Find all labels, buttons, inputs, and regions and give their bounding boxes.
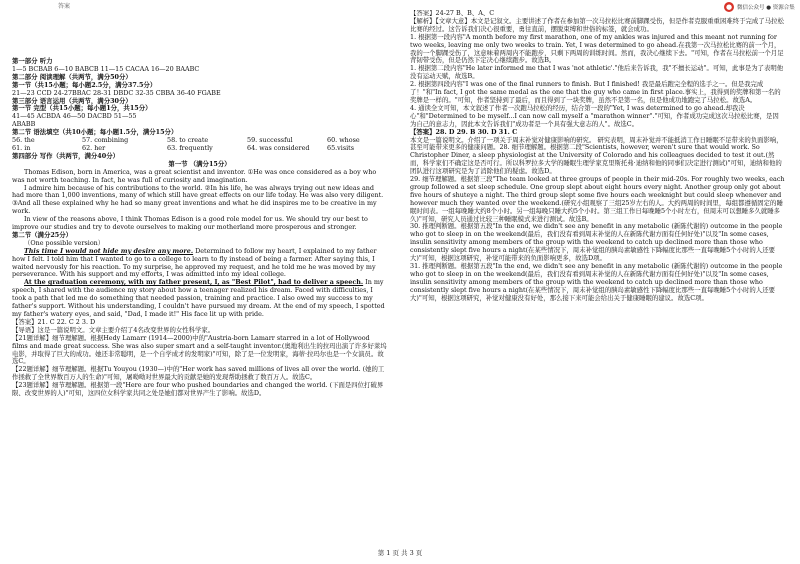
essay2-paragraph-2 — [12, 279, 387, 319]
grammar-answer: 64. was considered — [247, 143, 310, 152]
explanation: 30. 推理判断题。根据第五段"In the end, we didn't see any benefit in any metabolic (新陈代谢的) outcome in the people who got to sleep in on the weekend(最后，我们没有看到周末补觉的人在新陈代谢方面有任何好处)"以及"In some cases, insulin sensitivity among members of the group with the weekend to catch up declined more than those who consistently slept five hours a night(在某些情况下，周末补觉组的胰岛素敏感性下降幅度比那些一直每晚睡5个小时的人还要大)"可知，根据这项研究，补觉可能带来的负面影响更多，故选D项。 — [410, 222, 783, 263]
grammar-answer: 57. combining — [82, 136, 129, 145]
essay2-lead: This time I would not hide my desire any more. — [24, 246, 194, 255]
right-column — [410, 10, 785, 538]
part1-answers: 1—5 BCBAB 6—10 BABCB 11—15 CACAA 16—20 BAABC — [12, 65, 200, 73]
explanation: 1. 根据第二段内容"He later informed me that I was 'not athletic'."他后来告诉我，我"不擅长运动"。可知，此事是为了表明他没有运动天赋，故选B。 — [410, 64, 784, 81]
grammar-answer: 65.visits — [327, 143, 354, 152]
essay2-body-2: In my speech, I shared with the audience my story about how a teenager realized his dream. Faced with difficulties, I took a path that led me do something that needed passion, training and practice. I also owed my success to my father's support. Without his understanding, I couldn't have pursued my dream. At the end of my speech, I spotted my father's watery eyes, and said, "Dad, I made it!" His face lit up with pride. — [12, 278, 385, 318]
part3-title: 第三部分 语言运用（共两节，满分30分） — [12, 96, 132, 105]
part4-title: 第四部分 写作（共两节，满分40分） — [12, 151, 119, 160]
grammar-answer: 60. whose — [327, 136, 360, 145]
logo-text: 微信公众号 ● 资源合集 — [737, 5, 795, 11]
explanation: 【21题详解】细节理解题。根据Hedy Lamarr (1914—2000)中的"Austria-born Lamarr starred in a lot of Hollywood films and made great success. She was also super smart and a self-taught inventor.(奥地利出生的拉玛出演了许多好莱坞电影，并取得了巨大的成功。她还非常聪明，是一个自学成才的发明家)"可知，除了是一位发明家，海蒂·拉玛尔也是一个女演员。故选C。 — [12, 333, 387, 366]
part4-section1: 第一节 （满分15分） — [168, 159, 231, 168]
answer-heading: 答案 — [58, 3, 71, 10]
answer-line: 【答案】24-27 B、B、A、C — [410, 10, 495, 17]
explanation: 31. 推理判断题。根据第五段"In the end, we didn't see any benefit in any metabolic (新陈代谢的) outcome in the people who got to sleep in on the weekend(最后，我们没有看到周末补觉的人在新陈代谢方面有任何好处)"以及"In some cases, insulin sensitivity among members of the group with the weekend to catch up declined more than those who consistently slept five hours a night(在某些情况下，周末补觉组的胰岛素敏感性下降幅度比那些一直每晚睡5个小时的人还要大)"可知，根据这项研究，补觉对健康没有好处，那么接下来可能会给出关于健康睡眠的建议。故选C项。 — [410, 262, 783, 302]
part3-answers-row2: ABABB — [12, 121, 36, 129]
left-column — [12, 10, 387, 530]
essay2-paragraph-1 — [12, 248, 387, 280]
answer-line: 【答案】28. D 29. B 30. D 31. C — [410, 127, 518, 136]
grammar-answer: 58. to create — [167, 136, 209, 145]
part4-section2: 第二节（满分25分） — [12, 230, 73, 239]
essay2-body-1: Determined to follow my heart, I explained to my father how I felt. I told him that I wanted to go to a college to learn to fly instead of being a farmer. After saying this, I waited nervously for his reaction. To my surprise, he approved my request, and he told me he was moved by my perseverance. With his support and my efforts, I was admitted into my ideal college. — [12, 246, 377, 279]
essay1-paragraph: Thomas Edison, born in America, was a great scientist and inventor. ①He was once considered as a boy who was not worth teaching. In fact, he was full of curiosity and imagination. — [12, 167, 377, 184]
grammar-answer: 56. the — [12, 136, 35, 145]
essay2-lead-2: At the graduation ceremony, with my father present, I, as "Best Pilot", had to deliver a speech. — [24, 278, 364, 287]
explanation: 29. 细节理解题。根据第三段"The team looked at three groups of people in their mid-20s. For roughly two weeks, each group followed a set sleep schedule. One group slept about eight hours every night. Another group only got about five hours of shuteye a night. The third group slept some five hours each weeknight but could sleep whenever and however much they wanted over the weekend.(研究小组观察了三组25岁左右的人。大约两周的时间里，每组都遵循固定的睡眠时间表。一组每晚睡大约8个小时。另一组每晚只睡大约5个小时。第三组工作日每晚睡5个小时左右，但周末可以想睡多久就睡多久)"可知，研究人员通过比较三种睡眠模式来进行测试。故选B。 — [410, 175, 785, 223]
part3-section2: 第二节 语法填空（共10小题；每小题1.5分，满分15分） — [12, 128, 178, 137]
part2-answers: 21—23 CCD 24-27BBAC 28-31 DBDC 32-35 CBBA 36-40 FGABE — [12, 89, 221, 97]
possible-version: （One possible version） — [24, 238, 105, 247]
explanation: 本文是一篇说明文。介绍了一项关于周末补觉对健康影响的研究。 研究表明，周末补觉并不能抵消工作日睡眠不足带来的负面影响，甚至可能带来更多的健康问题。28. 细节理解题。根据第二段"Scientists, however, weren't sure that would work. So Christopher Diner, a sleep physiologist at the University of Colorado and his colleagues decided to test it out.(然而，科学家们不确定这是否可行。所以科罗拉多大学的睡眠生理学家克里斯托弗·迪纳和他的同事们决定进行测试)"可知，迪纳和他的团队进行这项研究是为了消除他们的疑虑。故选D。 — [410, 135, 783, 176]
grammar-answer: 62. her — [82, 143, 106, 152]
explanation: 【解析】【文章大意】本文是记叙文。主要讲述了作者在参加第一次马拉松比赛前脚踝受伤，但是作者克服重重困难终于完成了马拉松比赛的经过。这告诉我们决心很重要，勇往直前，摆脱束缚和世俗的标签，就会成功。 — [410, 16, 784, 33]
part3-section1: 第一节 完型（共15小题；每小题1分，共15分） — [12, 104, 152, 113]
grammar-answer: 63. frequently — [167, 143, 213, 152]
essay1-paragraph: I admire him because of his contributions to the world. ②In his life, he was always trying out new ideas and had more than 1,000 inventions, many of which still have great effects on our life today. He was also very diligent. ③And all these explained why he had so many great inventions and what he did inspires me to be creative in my work. — [12, 183, 384, 216]
part2-section1: 第一节（共15小题；每小题2.5分，满分37.5分） — [12, 80, 157, 89]
answer-line: 【答案】21. C 22. C 2 3. D — [12, 317, 96, 326]
explanation: 2. 根据第四段内容"I was one of the final runners to finish. But I finished! 我是最后跑完全程的选手之一。但是我完成了！"和"In fact, I got the same medal as the one that the guy who came in first place.事实上，我得到的奖牌和第一名的奖牌是一样的。"可知，作者坚持到了最后，而且得到了一块奖牌，虽然不是第一名，但是他成功地跑完了马拉松。故选A。 — [410, 80, 781, 104]
logo-icon: ● — [725, 3, 733, 11]
grammar-answer: 61. in — [12, 143, 31, 152]
part3-answers-row1: 41—45 ACBDA 46—50 DACBD 51—55 — [12, 113, 137, 121]
explanation: 【导语】这是一篇说明文。文章主要介绍了4名改变世界的女性科学家。 — [12, 325, 215, 334]
part2-title: 第二部分 阅读理解（共两节，满分50分） — [12, 72, 132, 81]
part1-title: 第一部分 听力 — [12, 57, 53, 65]
page-number: 第 1 页 共 3 页 — [377, 549, 423, 557]
explanation: 1. 根据第一段内容"A month before my first marathon, one of my ankles was injured and this meant not running for two weeks, leaving me only two weeks to train. Yet, I was determined to go ahead.在我第一次马拉松比赛的前一个月，我的一个脚踝受伤了，这意味着两周内不能跑步，只剩下两周的训练时间。然而，我决心继续下去。"可知，作者在马拉松前一个月足背韧带受伤，但是仍然下定决心继续跑步。故选B。 — [410, 32, 784, 65]
explanation: 【22题详解】细节理解题。根据Tu Youyou (1930—)中的"Her work has saved millions of lives all over the world. (她的工作拯救了全世界数百万人的生命)"可知，屠呦呦对世界最大的贡献是她的发现帮助拯救了数百万人。故选C。 — [12, 365, 385, 382]
explanation: 4. 通读全文可知，本文叙述了作者一次跑马拉松的经历，结合第一段的"Yet, I was determined to go ahead.却我决心"和"Determined to be myself...I can now call myself a "marathon winner"."可知，作者成功完成这次马拉松比赛，是因为自己的意志力，因此本文告诉我们"成功者是一个具有强大意志的人"。故选C。 — [410, 103, 779, 128]
grammar-answer: 59. successful — [247, 136, 293, 145]
essay1-paragraph: In view of the reasons above, I think Thomas Edison is a good role model for us. We should try our best to improve our studies and try to devote ourselves to making our motherland more prosperous and stronger. — [12, 215, 368, 232]
explanation: 【23题详解】细节理解题。根据第一段"Here are four who pushed boundaries and changed the world. (下面是四位打破界限、改变世界的人)"可知，这四位女科学家共同之处是她们都对世界产生了影响。故选D。 — [12, 381, 384, 398]
